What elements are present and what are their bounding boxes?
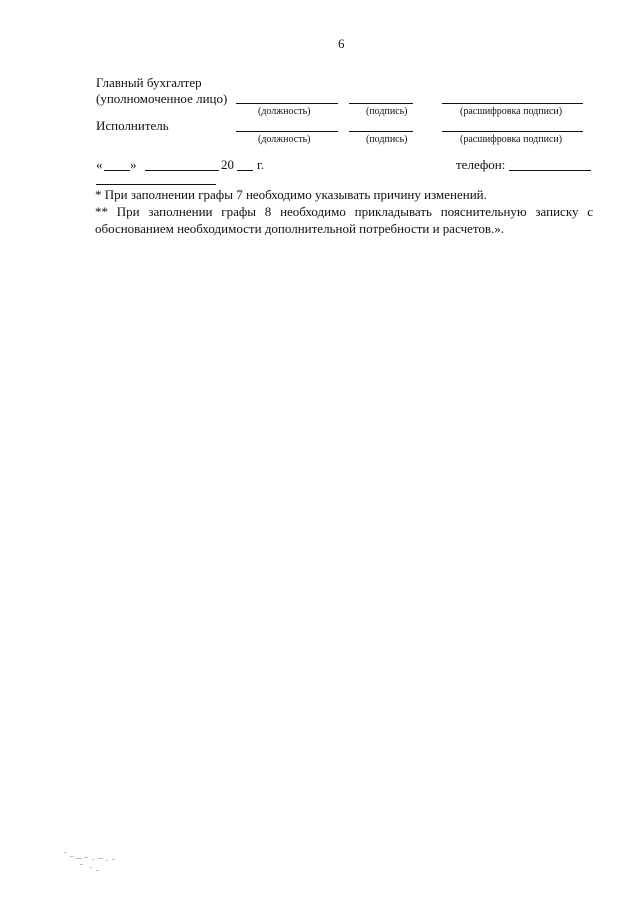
footnote-1: * При заполнении графы 7 необходимо указывать причину изменений. (95, 187, 487, 202)
executor-decoding-line (442, 131, 583, 132)
position-caption: (должность) (258, 106, 311, 117)
signature-caption: (подпись) (366, 106, 408, 117)
footnote-2-line-2: обоснованием необходимости дополнительной потребности и расчетов.». (95, 221, 505, 236)
position-signature-line (236, 103, 338, 104)
scan-noise-marks (62, 850, 122, 880)
authorized-person-label: (уполномоченное лицо) (96, 91, 228, 106)
phone-blank (509, 170, 591, 171)
executor-label: Исполнитель (96, 118, 169, 133)
signature-decoding-line (442, 103, 583, 104)
date-close-quote: » (130, 157, 137, 172)
date-month-blank (145, 170, 219, 171)
signature-decoding-caption: (расшифровка подписи) (460, 106, 563, 117)
footnote-separator (96, 184, 216, 185)
signature-line (349, 103, 413, 104)
executor-position-line (236, 131, 338, 132)
executor-signature-caption: (подпись) (366, 134, 408, 145)
date-year-suffix: г. (257, 157, 265, 172)
date-year-blank (237, 170, 253, 171)
executor-position-caption: (должность) (258, 134, 311, 145)
phone-label: телефон: (456, 157, 506, 172)
executor-decoding-caption: (расшифровка подписи) (460, 134, 563, 145)
date-year-prefix: 20 (221, 157, 234, 172)
date-day-blank (104, 170, 130, 171)
chief-accountant-label: Главный бухгалтер (96, 75, 202, 90)
footnote-2-line-1: ** При заполнении графы 8 необходимо прикладывать пояснительную записку с (95, 204, 593, 219)
executor-signature-line (349, 131, 413, 132)
page-number: 6 (338, 36, 345, 51)
date-open-quote: « (96, 157, 103, 172)
